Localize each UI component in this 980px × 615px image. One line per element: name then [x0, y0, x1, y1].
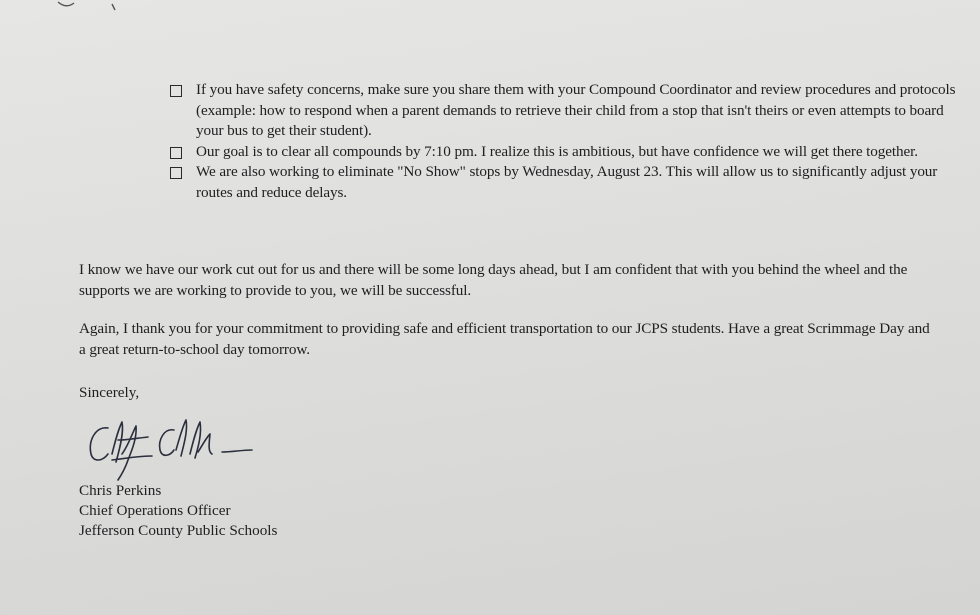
- ink-mark-decoration: [52, 0, 132, 14]
- signer-title: Chief Operations Officer: [79, 502, 231, 519]
- signer-name: Chris Perkins: [79, 482, 162, 499]
- handwritten-signature: [82, 410, 257, 482]
- checkbox-icon: [170, 167, 182, 179]
- checklist: [168, 80, 958, 203]
- body-paragraph-thanks: Again, I thank you for your commitment to providing safe and efficient transportation to our JCPS students. Have a great Scrimmage Day and a great return-to-school day tomorrow.: [79, 320, 930, 358]
- signature-block: [79, 481, 277, 541]
- checklist-item-text: Our goal is to clear all compounds by 7:10 pm. I realize this is ambitious, but have confidence we will get there together.: [196, 142, 918, 160]
- checklist-item-text: If you have safety concerns, make sure you share them with your Compound Coordinator and review procedures and protocols (example: how to respond when a parent demands to retrieve their child from a stop that isn't theirs or even attempts to board your bus to get their student).: [196, 81, 956, 139]
- checkbox-icon: [170, 85, 182, 97]
- signer-organization: Jefferson County Public Schools: [79, 522, 278, 539]
- body-paragraph-confidence: I know we have our work cut out for us and there will be some long days ahead, but I am confident that with you behind the wheel and the supports we are working to provide to you, we will be successful.: [79, 261, 908, 299]
- checklist-item: [168, 80, 958, 142]
- checklist-item: [168, 162, 958, 203]
- closing-salutation: Sincerely,: [79, 384, 140, 401]
- checklist-item: [168, 142, 958, 163]
- checklist-item-text: We are also working to eliminate "No Show" stops by Wednesday, August 23. This will allow us to significantly adjust your routes and reduce delays.: [196, 163, 938, 201]
- checkbox-icon: [170, 147, 182, 159]
